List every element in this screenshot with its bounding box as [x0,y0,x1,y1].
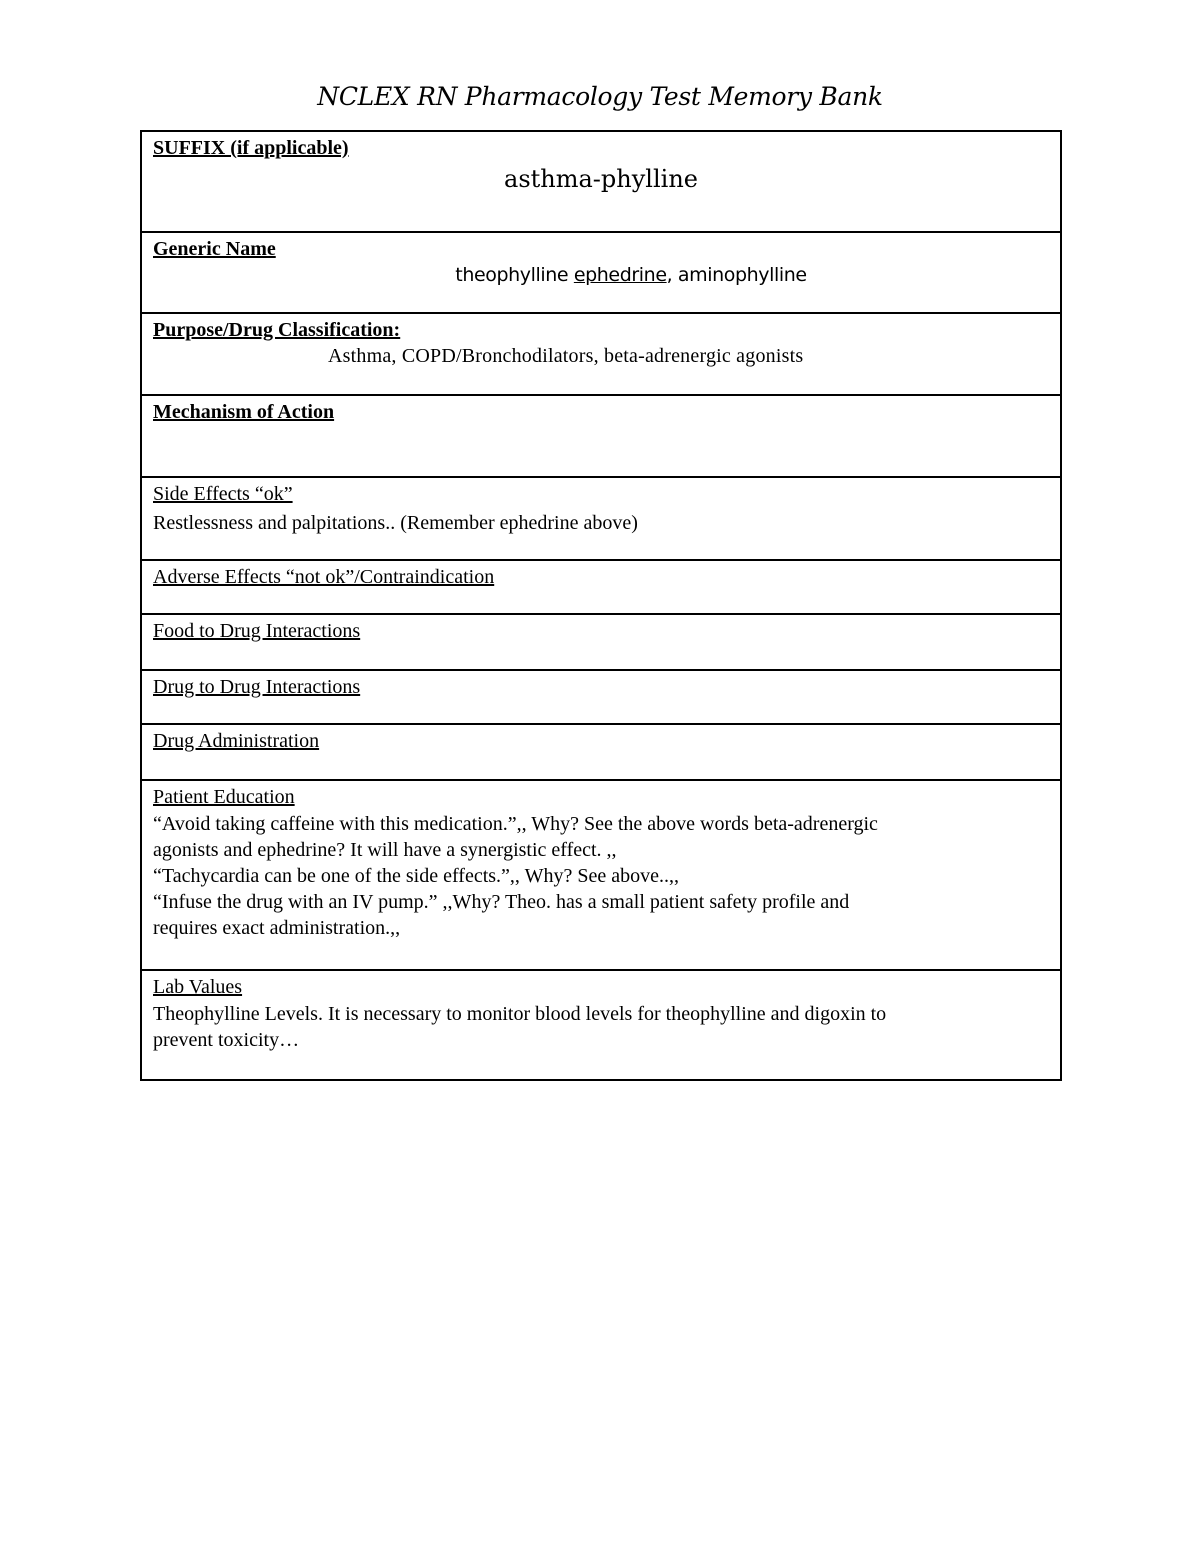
mechanism-label: Mechanism of Action [153,401,335,423]
row-generic-name [141,232,1061,313]
cell-purpose [141,313,1061,395]
food-drug-label: Food to Drug Interactions [153,620,361,642]
patient-education-line: “Tachycardia can be one of the side effects.”,, Why? See above..,, [153,865,679,887]
patient-education-line: “Avoid taking caffeine with this medication.”,, Why? See the above words beta-adrenergic [153,813,878,835]
purpose-value: Asthma, COPD/Bronchodilators, beta-adrenergic agonists [328,345,804,367]
suffix-value: asthma-phylline [504,165,698,193]
generic-name-part1: theophylline [455,264,574,286]
purpose-label: Purpose/Drug Classification: [153,319,401,341]
row-side-effects [141,477,1061,560]
cell-suffix [141,131,1061,232]
cell-patient-education [141,780,1061,970]
lab-values-label: Lab Values [153,976,243,998]
cell-side-effects [141,477,1061,560]
row-food-drug [141,614,1061,670]
cell-lab-values [141,970,1061,1080]
generic-name-part2: , aminophylline [666,264,807,286]
side-effects-value: Restlessness and palpitations.. (Remember ephedrine above) [153,512,638,534]
generic-name-ephedrine: ephedrine [573,264,667,286]
row-suffix [141,131,1061,232]
cell-drug-drug [141,670,1061,724]
generic-name-value [213,262,1049,288]
row-purpose [141,313,1061,395]
drug-drug-label: Drug to Drug Interactions [153,676,361,698]
cell-food-drug [141,614,1061,670]
suffix-label: SUFFIX (if applicable) [153,137,349,159]
cell-generic-name [141,232,1061,313]
adverse-effects-label: Adverse Effects “not ok”/Contraindication [153,566,495,588]
administration-label: Drug Administration [153,730,320,752]
row-mechanism [141,395,1061,477]
row-drug-drug [141,670,1061,724]
patient-education-label: Patient Education [153,786,295,808]
cell-adverse-effects [141,560,1061,614]
row-adverse-effects [141,560,1061,614]
row-administration [141,724,1061,780]
patient-education-line: “Infuse the drug with an IV pump.” ,,Why? Theo. has a small patient safety profile and [153,891,850,913]
patient-education-line: requires exact administration.,, [153,917,401,939]
patient-education-text [153,811,1049,941]
patient-education-line: agonists and ephedrine? It will have a synergistic effect. ,, [153,839,617,861]
side-effects-label: Side Effects “ok” [153,483,293,505]
cell-mechanism [141,395,1061,477]
lab-values-text [153,1001,1049,1053]
cell-administration [141,724,1061,780]
drug-memory-table [140,130,1062,1081]
row-patient-education [141,780,1061,970]
lab-values-line: prevent toxicity… [153,1029,300,1051]
generic-name-label: Generic Name [153,238,276,260]
page-title: NCLEX RN Pharmacology Test Memory Bank [317,82,883,111]
lab-values-line: Theophylline Levels. It is necessary to monitor blood levels for theophylline and digoxin to [153,1003,887,1025]
row-lab-values [141,970,1061,1080]
